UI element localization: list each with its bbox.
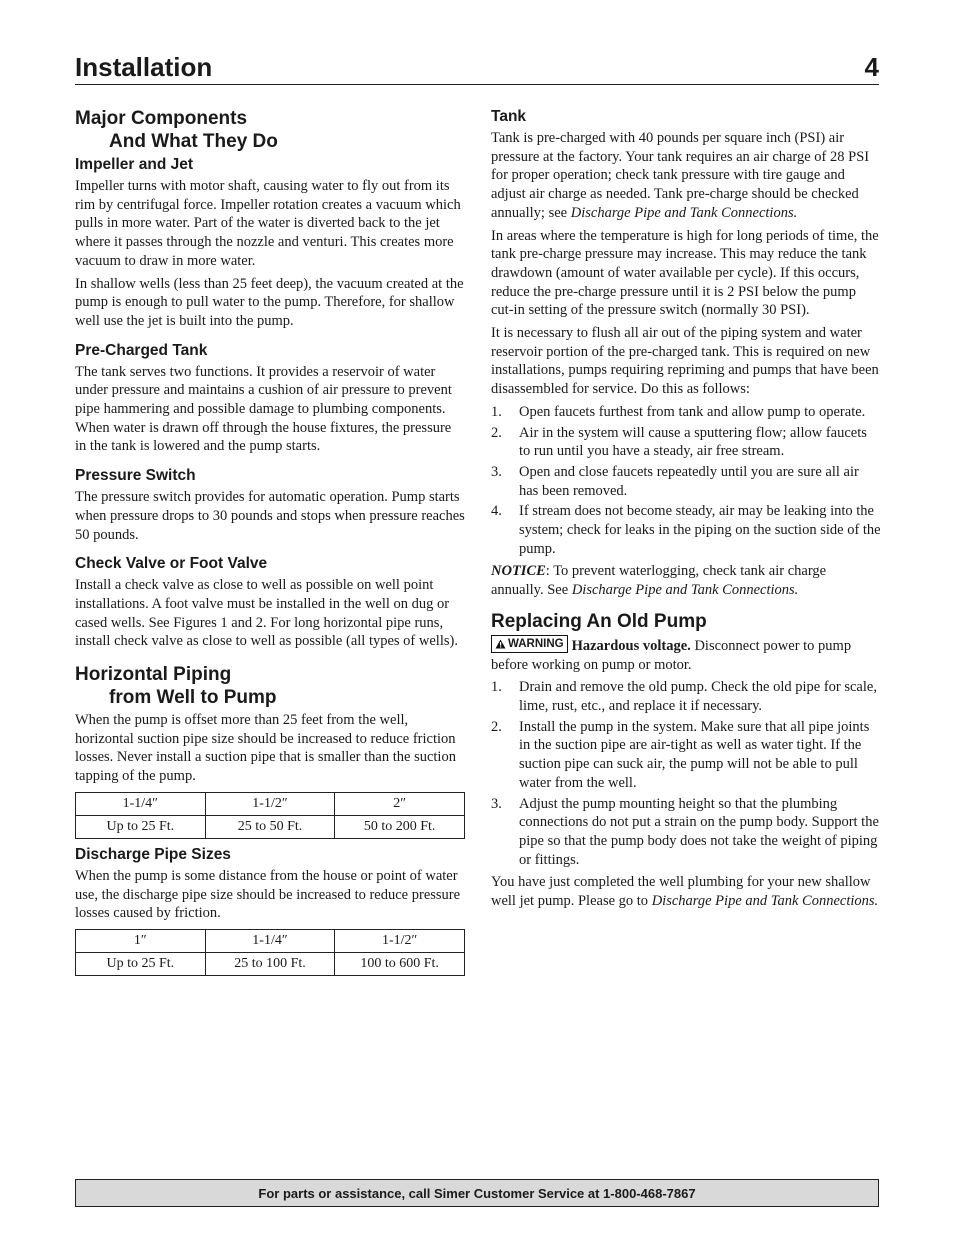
tank-paragraph-3: It is necessary to flush all air out of the piping system and water reservoir portion of the pre-charged tank. This is required on new installations, pumps requiring repriming and pumps that have been disassembled for service. Do this as follows: bbox=[491, 325, 879, 398]
warning-triangle-icon bbox=[495, 639, 506, 649]
list-item: 2. Air in the system will cause a sputtering flow; allow faucets to run until you have a steady, air free stream. bbox=[491, 424, 867, 460]
suction-pipe-table bbox=[75, 792, 465, 839]
precharged-tank-paragraph: The tank serves two functions. It provides a reservoir of water under pressure and maintains a cushion of air pressure to prevent pipe hammering and possible damage to plumbing components. When water is drawn off through the house fixtures, the pressure in the tank is lowered and the pump starts. bbox=[75, 363, 452, 455]
closing-reference: Discharge Pipe and Tank Connections. bbox=[651, 893, 879, 910]
table-cell: 50 to 200 Ft. bbox=[335, 815, 465, 838]
list-item: 1. Drain and remove the old pump. Check the old pipe for scale, lime, rust, etc., and replace it if necessary. bbox=[491, 679, 877, 714]
tank-heading: Tank bbox=[491, 108, 527, 125]
footer-text: For parts or assistance, call Simer Customer Service at 1-800-468-7867 bbox=[258, 1185, 696, 1201]
list-item: 3. Adjust the pump mounting height so that the plumbing connections do not put a strain on the pump body. Support the pipe so that the pump body does not take the weight of piping or fittings. bbox=[491, 795, 879, 868]
list-item: 1. Open faucets furthest from tank and allow pump to operate. bbox=[491, 403, 866, 420]
pressure-switch-heading: Pressure Switch bbox=[75, 467, 196, 485]
impeller-paragraph-2: In shallow wells (less than 25 feet deep), the vacuum created at the pump is enough to pull water to the pump. Therefore, for shallow well use the jet is built into the pump. bbox=[75, 275, 464, 329]
table-cell: Up to 25 Ft. bbox=[76, 952, 206, 975]
table-row bbox=[76, 792, 465, 815]
list-item: 4. If stream does not become steady, air may be leaking into the system; check for leaks in the piping on the suction side of the pump. bbox=[491, 503, 881, 557]
impeller-paragraph-1: Impeller turns with motor shaft, causing water to fly out from its rim by centrifugal force. Impeller rotation creates a vacuum which pulls in more water. Part of the water is diverted back to the jet where it passes through the nozzle and venturi. This creates more vacuum to draw in more water. bbox=[75, 178, 461, 269]
discharge-pipe-table bbox=[75, 929, 465, 976]
closing-paragraph: You have just completed the well plumbing for your new shallow well jet pump. Please go to Discharge Pipe and Tank Connections. bbox=[491, 874, 879, 910]
table-cell: 1-1/4″ bbox=[76, 792, 206, 815]
left-column bbox=[75, 107, 465, 982]
notice-paragraph: NOTICE: To prevent waterlogging, check tank air charge annually. See Discharge Pipe and Tank Connections. bbox=[491, 563, 827, 599]
check-valve-heading: Check Valve or Foot Valve bbox=[75, 555, 268, 573]
replace-steps-list bbox=[491, 678, 881, 869]
right-column bbox=[491, 107, 881, 915]
table-cell: 2″ bbox=[335, 792, 465, 815]
check-valve-paragraph: Install a check valve as close to well as possible on well point installations. A foot valve must be installed in the well on dug or cased wells. See Figures 1 and 2. For long horizontal pipe runs, install check valve as close to well as possible (all types of wells). bbox=[75, 577, 458, 650]
impeller-heading: Impeller and Jet bbox=[75, 156, 194, 173]
warning-paragraph: WARNING Hazardous voltage. Disconnect power to pump before working on pump or motor. bbox=[491, 635, 881, 674]
table-row bbox=[76, 952, 465, 975]
footer-bar bbox=[75, 1179, 879, 1207]
flush-steps-list bbox=[491, 403, 881, 559]
horizontal-piping-paragraph: When the pump is offset more than 25 feet from the well, horizontal suction pipe size should be increased to reduce friction losses. Never install a suction pipe that is smaller than the suction tapping of the pump. bbox=[75, 712, 456, 785]
page-number: 4 bbox=[864, 52, 879, 82]
page-title: Installation bbox=[75, 52, 213, 82]
major-components-heading: Major Components And What They Do bbox=[75, 108, 278, 152]
table-cell: 1-1/2″ bbox=[335, 929, 465, 952]
notice-reference: Discharge Pipe and Tank Connections. bbox=[571, 582, 799, 599]
discharge-pipe-heading: Discharge Pipe Sizes bbox=[75, 845, 231, 863]
table-cell: 1″ bbox=[76, 929, 206, 952]
table-cell: 100 to 600 Ft. bbox=[335, 952, 465, 975]
table-cell: 25 to 50 Ft. bbox=[205, 815, 335, 838]
warning-bold-text: Hazardous voltage. bbox=[571, 637, 691, 654]
table-cell: Up to 25 Ft. bbox=[76, 815, 206, 838]
pressure-switch-paragraph: The pressure switch provides for automatic operation. Pump starts when pressure drops to 30 pounds and stops when pressure reaches 50 pounds. bbox=[75, 489, 465, 543]
tank-paragraph-1: Tank is pre-charged with 40 pounds per square inch (PSI) air pressure at the factory. Your tank requires an air charge of 28 PSI for proper operation; check tank pressure with tire gauge and adjust air charge as needed. Tank pre-charge should be checked annually; see Discharge Pipe and Tank Connections. bbox=[491, 130, 870, 221]
notice-label: NOTICE bbox=[491, 563, 546, 580]
tank-connections-reference: Discharge Pipe and Tank Connections. bbox=[570, 204, 798, 221]
table-row bbox=[76, 815, 465, 838]
table-row bbox=[76, 929, 465, 952]
discharge-pipe-paragraph: When the pump is some distance from the house or point of water use, the discharge pipe size should be increased to reduce pressure losses caused by friction. bbox=[75, 867, 461, 922]
warning-badge: WARNING bbox=[491, 635, 568, 653]
horizontal-piping-heading: Horizontal Piping from Well to Pump bbox=[75, 664, 277, 709]
tank-paragraph-2: In areas where the temperature is high for long periods of time, the tank pre-charge pressure may increase. This may reduce the tank drawdown (amount of water available per cycle). If this occurs, reduce the pre-charge pressure until it is 2 PSI below the pump cut-in setting of the pressure switch (normally 30 PSI). bbox=[491, 227, 879, 319]
list-item: 3. Open and close faucets repeatedly until you are sure all air has been removed. bbox=[491, 463, 859, 499]
table-cell: 1-1/2″ bbox=[205, 792, 335, 815]
table-cell: 25 to 100 Ft. bbox=[205, 952, 335, 975]
page-header bbox=[75, 50, 879, 85]
table-cell: 1-1/4″ bbox=[205, 929, 335, 952]
replacing-pump-heading: Replacing An Old Pump bbox=[491, 610, 707, 632]
list-item: 2. Install the pump in the system. Make sure that all pipe joints in the suction pipe are air-tight as well as water tight. If the suction pipe can suck air, the pump will not be able to pull water from the well. bbox=[491, 718, 870, 791]
precharged-tank-heading: Pre-Charged Tank bbox=[75, 341, 208, 359]
